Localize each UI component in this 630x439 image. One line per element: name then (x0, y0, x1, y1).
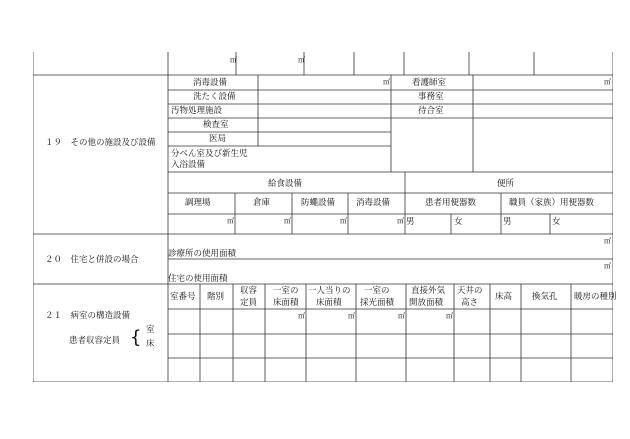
male-label: 男 (406, 217, 415, 227)
row-disinfection: 消毒設備 (193, 78, 228, 88)
col-storage: 倉庫 (253, 198, 271, 208)
unit-mark: ㎡ (604, 237, 611, 245)
hdr-room-no: 室番号 (170, 292, 196, 302)
unit-mark: ㎡ (397, 217, 404, 225)
hdr-light-1: 一室の (364, 286, 390, 296)
unit-mark: ㎡ (604, 78, 611, 86)
hdr-area-1: 一室の (273, 286, 299, 296)
unit-mark: ㎡ (298, 312, 305, 320)
bed-unit: 床 (146, 339, 155, 349)
form-grid (33, 52, 613, 382)
kyushoku-header: 給食設備 (268, 179, 303, 189)
unit-mark: ㎡ (227, 217, 234, 225)
col-kitchen: 調理場 (185, 198, 211, 208)
row-delivery-room-1: 分べん室及び新生児 (171, 149, 248, 159)
hdr-per-person-1: 一人当りの (308, 286, 351, 296)
bracket-glyph: { (130, 327, 142, 348)
col-staff-toilets: 職員（家族）用便器数 (509, 198, 595, 208)
hdr-capacity-1: 収容 (240, 286, 258, 296)
female-label: 女 (552, 217, 561, 227)
section-20-label: ２０ 住宅と併設の場合 (45, 255, 139, 265)
hdr-area-2: 床面積 (273, 298, 299, 308)
house-area-label: 住宅の使用面積 (168, 274, 228, 284)
col-disinfection: 消毒設備 (356, 198, 391, 208)
unit-mark: ㎡ (284, 217, 291, 225)
hdr-ceiling-2: 高さ (461, 298, 479, 308)
hdr-per-person-2: 床面積 (316, 298, 342, 308)
section-21-label: ２１ 病室の構造設備 (45, 311, 131, 321)
unit-mark: ㎡ (446, 312, 453, 320)
form-page (33, 52, 617, 382)
unit-mark: ㎡ (340, 217, 347, 225)
row-sewage: 汚物処理施設 (171, 106, 223, 116)
row-admin-office: 事務室 (418, 92, 444, 102)
col-fly-prevention: 防蠅設備 (301, 198, 336, 208)
row-delivery-room-2: 入浴設備 (171, 160, 206, 170)
room-unit: 室 (146, 325, 155, 335)
unit-mark: ㎡ (383, 78, 390, 86)
hdr-vent: 換気孔 (532, 292, 558, 302)
unit-mark: ㎡ (230, 56, 237, 64)
unit-mark: ㎡ (604, 262, 611, 270)
unit-mark: ㎡ (348, 312, 355, 320)
hdr-capacity-2: 定員 (240, 298, 258, 308)
hdr-light-2: 採光面積 (360, 298, 395, 308)
row-waiting-room: 待合室 (418, 106, 444, 116)
row-nurse-station: 看護師室 (412, 78, 447, 88)
unit-mark: ㎡ (398, 312, 405, 320)
hdr-opening-2: 開放面積 (409, 298, 444, 308)
male-label: 男 (503, 217, 512, 227)
clinic-area-label: 診療所の使用面積 (168, 249, 237, 259)
hdr-heating: 暖房の種別 (574, 292, 617, 302)
section-19-label: １９ その他の施設及び設備 (45, 138, 156, 148)
row-laundry: 洗たく設備 (193, 92, 236, 102)
col-patient-toilets: 患者用便器数 (425, 198, 477, 208)
hdr-opening-1: 直接外気 (411, 286, 446, 296)
capacity-label: 患者収容定員 (69, 336, 121, 346)
row-lab: 検査室 (203, 120, 229, 130)
female-label: 女 (454, 217, 463, 227)
hdr-floor: 階別 (207, 292, 225, 302)
benjo-header: 便所 (497, 179, 515, 189)
hdr-ceiling-1: 天井の (457, 286, 483, 296)
hdr-floor-height: 床高 (495, 292, 513, 302)
row-doctors-office: 医局 (209, 134, 227, 144)
unit-mark: ㎡ (298, 56, 305, 64)
